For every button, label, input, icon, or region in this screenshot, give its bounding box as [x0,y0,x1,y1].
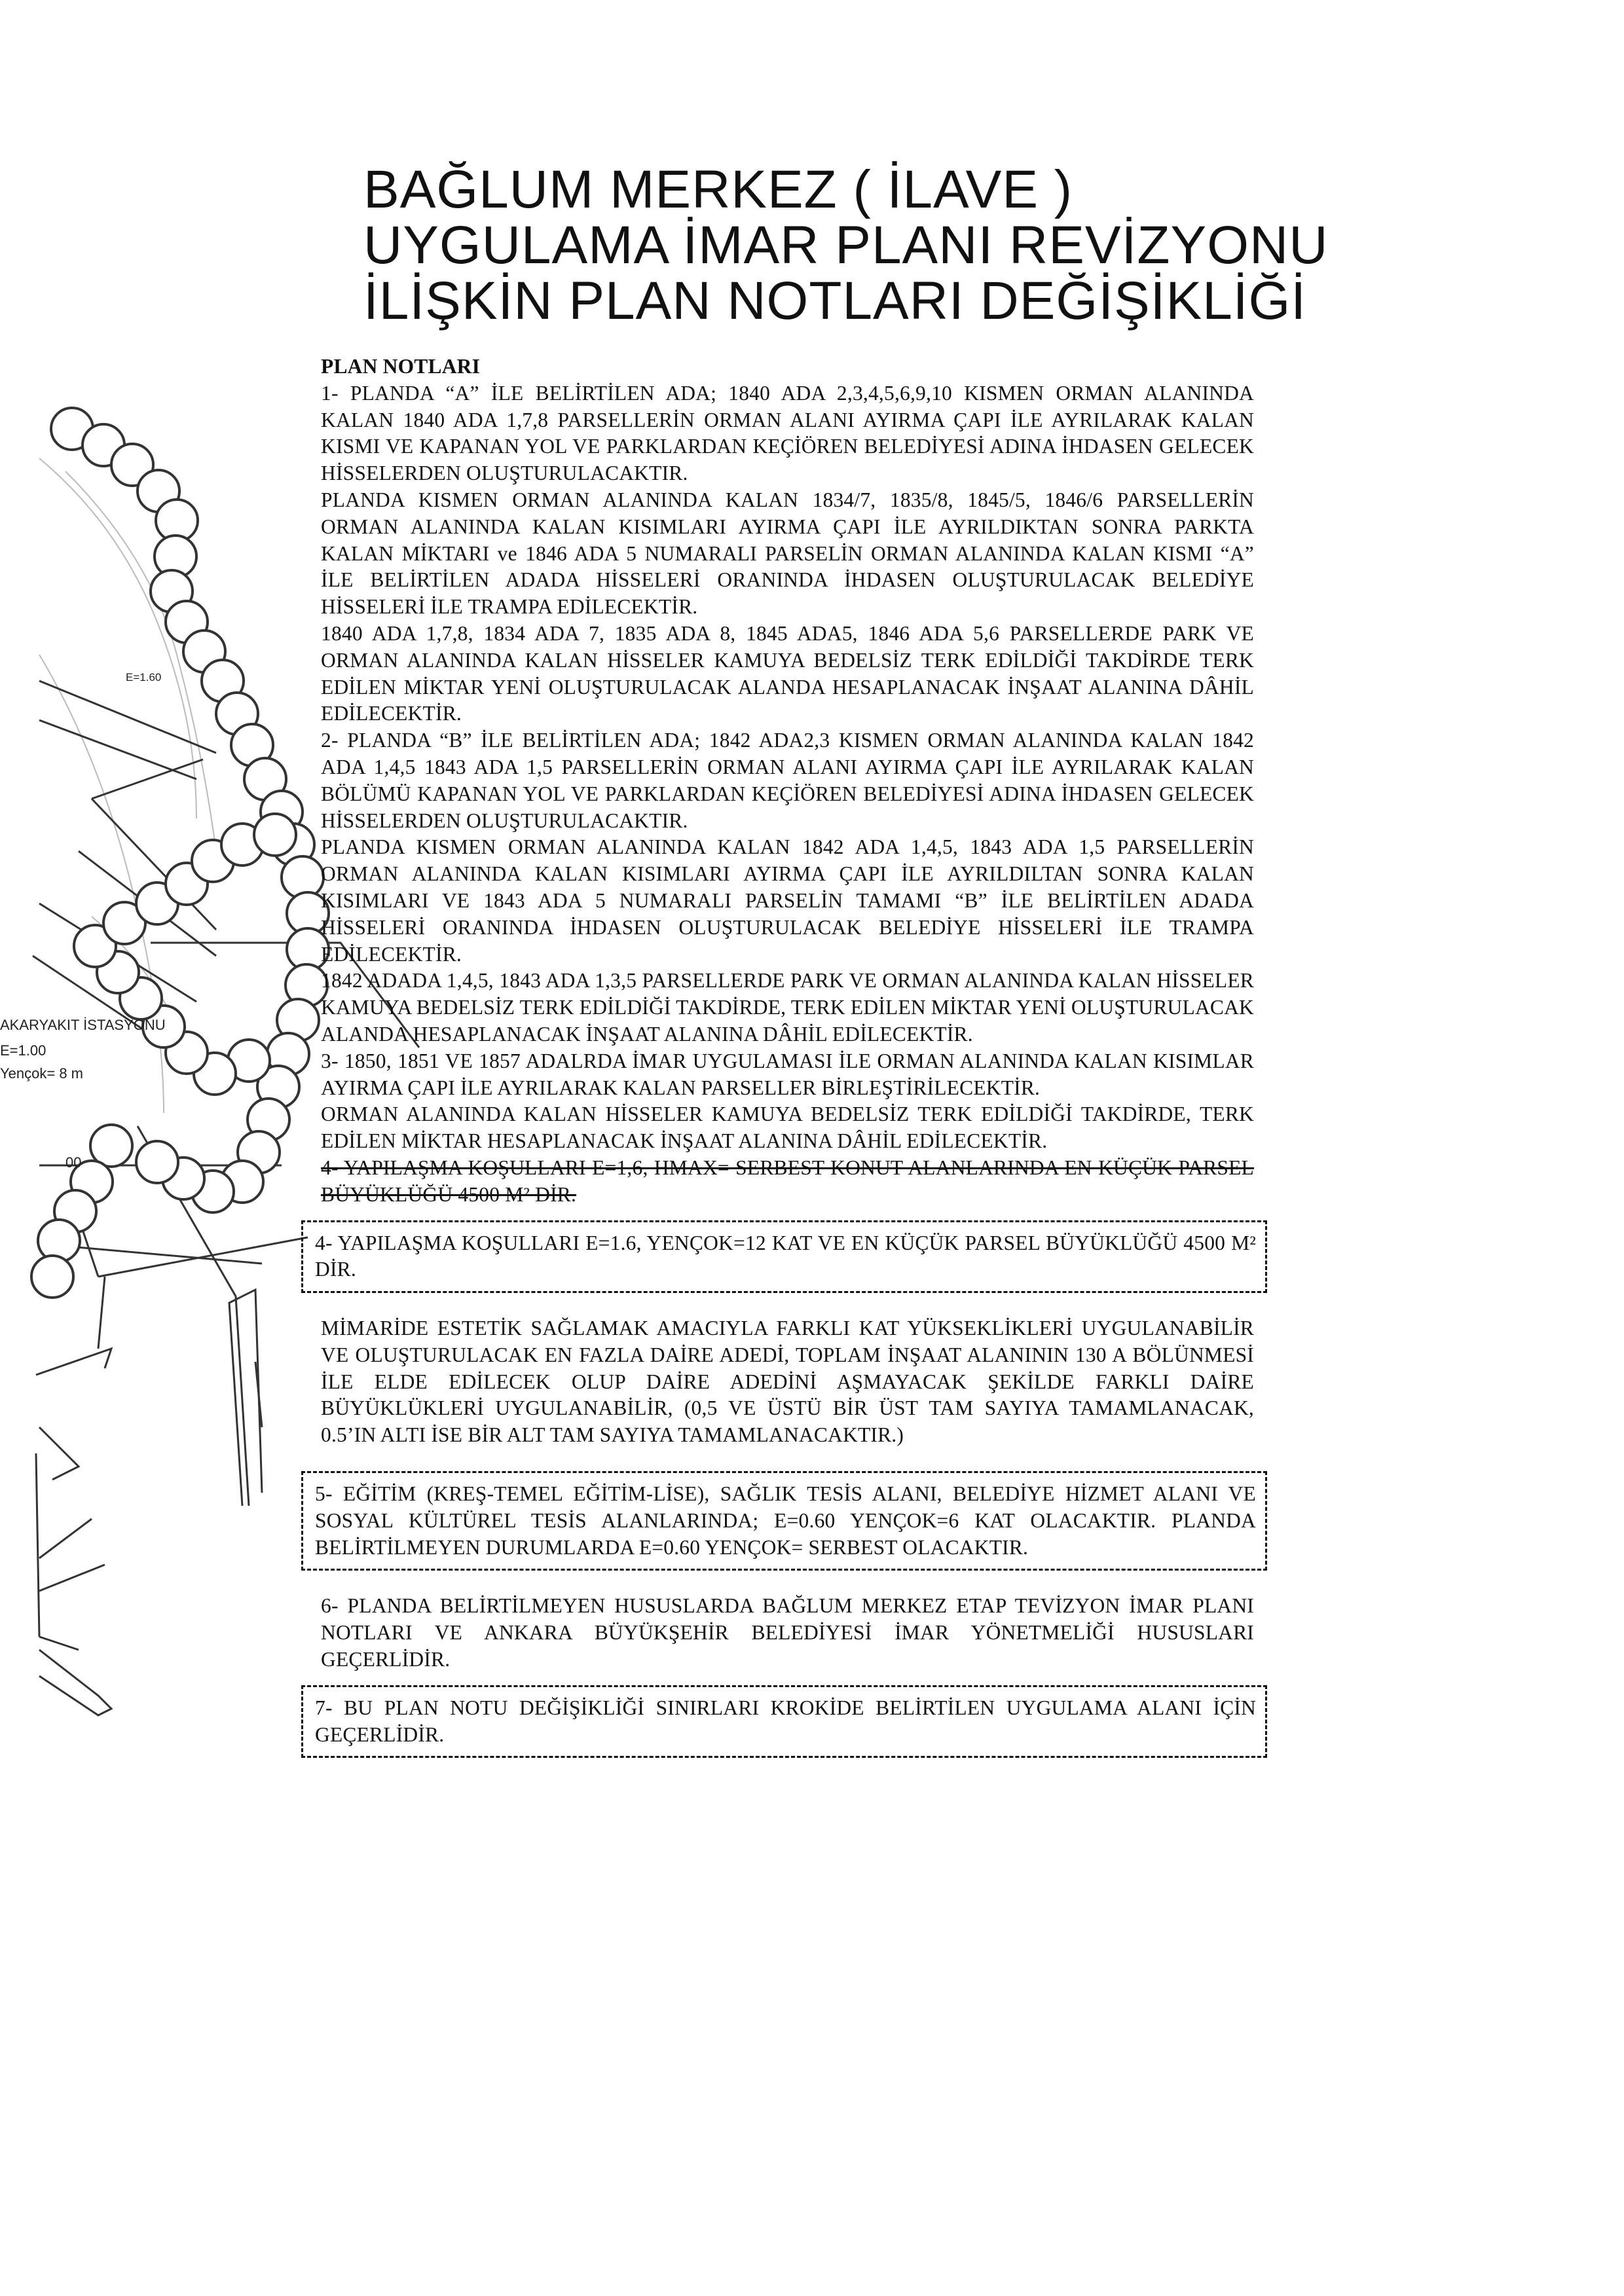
note-7: 7- BU PLAN NOTU DEĞİŞİKLİĞİ SINIRLARI KROKİDE BELİRTİLEN UYGULAMA ALANI İÇİN GEÇERLİDİR. [315,1696,1256,1746]
map-label-station: AKARYAKIT İSTASYONU [0,1017,166,1033]
note-2a: 2- PLANDA “B” İLE BELİRTİLEN ADA; 1842 ADA2,3 KISMEN ORMAN ALANINDA KALAN 1842 ADA 1,4,5 1843 ADA 1,5 PARSELLERİN ORMAN ALANI AYIRMA ÇAPI İLE AYRILARAK KALAN BÖLÜMÜ KAPANAN YOL VE PARKLARDAN KEÇİÖREN BELEDİYESİ ADINA İHDASEN GELECEK HİSSELERDEN OLUŞTURULACAKTIR. [321,729,1254,832]
map-label-e-160: E=1.60 [126,671,162,683]
title-line-2: UYGULAMA İMAR PLANI REVİZYONU [363,215,1329,275]
note-2c: 1842 ADADA 1,4,5, 1843 ADA 1,3,5 PARSELLERDE PARK VE ORMAN ALANINDA KALAN HİSSELER KAMUYA BEDELSİZ TERK EDİLDİĞİ TAKDİRDE, TERK EDİLEN MİKTAR YENİ OLUŞTURULACAK ALANDA HESAPLANACAK İNŞAAT ALANINA DÂHİL EDİLECEKTİR. [321,969,1254,1046]
map-label-zero: 00 [65,1154,82,1171]
note-4-old-struck: 4- YAPILAŞMA KOŞULLARI E=1,6, HMAX= SERBEST KONUT ALANLARINDA EN KÜÇÜK PARSEL BÜYÜKLÜĞÜ 4500 M² DİR. [321,1156,1254,1206]
note-5: 5- EĞİTİM (KREŞ-TEMEL EĞİTİM-LİSE), SAĞLIK TESİS ALANI, BELEDİYE HİZMET ALANI VE SOSYAL KÜLTÜREL TESİS ALANLARINDA; E=0.60 YENÇOK=6 KAT OLACAKTIR. PLANDA BELİRTİLMEYEN DURUMLARDA E=0.60 YENÇOK= SERBEST OLACAKTIR. [315,1482,1256,1559]
note-4-architecture: MİMARİDE ESTETİK SAĞLAMAK AMACIYLA FARKLI KAT YÜKSEKLİKLERİ UYGULANABİLİR VE OLUŞTURULACAK EN FAZLA DAİRE ADEDİ, TOPLAM İNŞAAT ALANININ 130 A BÖLÜNMESİ İLE ELDE EDİLECEK OLUP DAİRE ADEDİNİ AŞMAYACAK ŞEKİLDE FARKLI DAİRE BÜYÜKLÜKLERİ UYGULANABİLİR, (0,5 VE ÜSTÜ BİR ÜST TAM SAYIYA TAMAMLANACAK, 0.5’IN ALTI İSE BİR ALT TAM SAYIYA TAMAMLANACAKTIR.) [321,1317,1254,1447]
note-4-new-box [301,1220,1267,1294]
notes-heading: PLAN NOTLARI [321,355,481,378]
note-6: 6- PLANDA BELİRTİLMEYEN HUSUSLARDA BAĞLUM MERKEZ ETAP TEVİZYON İMAR PLANI NOTLARI VE ANKARA BÜYÜKŞEHİR BELEDİYESİ İMAR YÖNETMELİĞİ HUSUSLARI GEÇERLİDİR. [321,1594,1254,1671]
note-4-new: 4- YAPILAŞMA KOŞULLARI E=1.6, YENÇOK=12 KAT VE EN KÜÇÜK PARSEL BÜYÜKLÜĞÜ 4500 M² DİR. [315,1231,1256,1281]
title-line-3: İLİŞKİN PLAN NOTLARI DEĞİŞİKLİĞİ [363,271,1307,331]
plan-notes [315,354,1256,1758]
note-2b: PLANDA KISMEN ORMAN ALANINDA KALAN 1842 ADA 1,4,5, 1843 ADA 1,5 PARSELLERİN ORMAN ALANINDA KALAN KISIMLARI AYIRMA ÇAPI İLE AYRILDILTAN SONRA KALAN KISIMLARI VE 1843 ADA 5 NUMARALI PARSELİN TAMAMI “B” İLE BELİRTİLEN ADADA HİSSELERİ ORANINDA İHDASEN OLUŞTURULACAK BELEDİYE HİSSELERİ İLE TRAMPA EDİLECEKTİR. [321,835,1254,966]
map-label-yencok: Yençok= 8 m [0,1065,83,1082]
note-3b: ORMAN ALANINDA KALAN HİSSELER KAMUYA BEDELSİZ TERK EDİLDİĞİ TAKDİRDE, TERK EDİLEN MİKTAR HESAPLANACAK İNŞAAT ALANINA DÂHİL EDİLECEKTİR. [321,1102,1254,1153]
note-1a: 1- PLANDA “A” İLE BELİRTİLEN ADA; 1840 ADA 2,3,4,5,6,9,10 KISMEN ORMAN ALANINDA KALAN 1840 ADA 1,7,8 PARSELLERİN ORMAN ALANI AYIRMA ÇAPI İLE AYRILARAK KALAN KISMI VE KAPANAN YOL VE PARKLARDAN KEÇİÖREN BELEDİYESİ ADINA İHDASEN GELECEK HİSSELERDEN OLUŞTURULACAKTIR. [321,381,1254,485]
note-1c: 1840 ADA 1,7,8, 1834 ADA 7, 1835 ADA 8, 1845 ADA5, 1846 ADA 5,6 PARSELLERDE PARK VE ORMAN ALANINDA KALAN HİSSELER KAMUYA BEDELSİZ TERK EDİLDİĞİ TAKDİRDE TERK EDİLEN MİKTAR YENİ OLUŞTURULACAK ALANDA HESAPLANACAK İNŞAAT ALANINA DÂHİL EDİLECEKTİR. [321,621,1254,725]
note-3a: 3- 1850, 1851 VE 1857 ADALRDA İMAR UYGULAMASI İLE ORMAN ALANINDA KALAN KISIMLAR AYIRMA ÇAPI İLE AYRILARAK KALAN PARSELLER BİRLEŞTİRİLECEKTİR. [321,1049,1254,1099]
map-label-e-100: E=1.00 [0,1042,46,1059]
title-line-1: BAĞLUM MERKEZ ( İLAVE ) [363,160,1073,219]
note-1b: PLANDA KISMEN ORMAN ALANINDA KALAN 1834/7, 1835/8, 1845/5, 1846/6 PARSELLERİN ORMAN ALANINDA KALAN KISIMLARI AYIRMA ÇAPI İLE AYRILDIKTAN SONRA PARKTA KALAN MİKTARI ve 1846 ADA 5 NUMARALI PARSELİN ORMAN ALANINDA KALAN KISMI “A” İLE BELİRTİLEN ADADA HİSSELERİ ORANINDA İHDASEN OLUŞTURULACAK BELEDİYE HİSSELERİ İLE TRAMPA EDİLECEKTİR. [321,488,1254,619]
note-7-box [301,1685,1267,1758]
note-5-box [301,1471,1267,1571]
